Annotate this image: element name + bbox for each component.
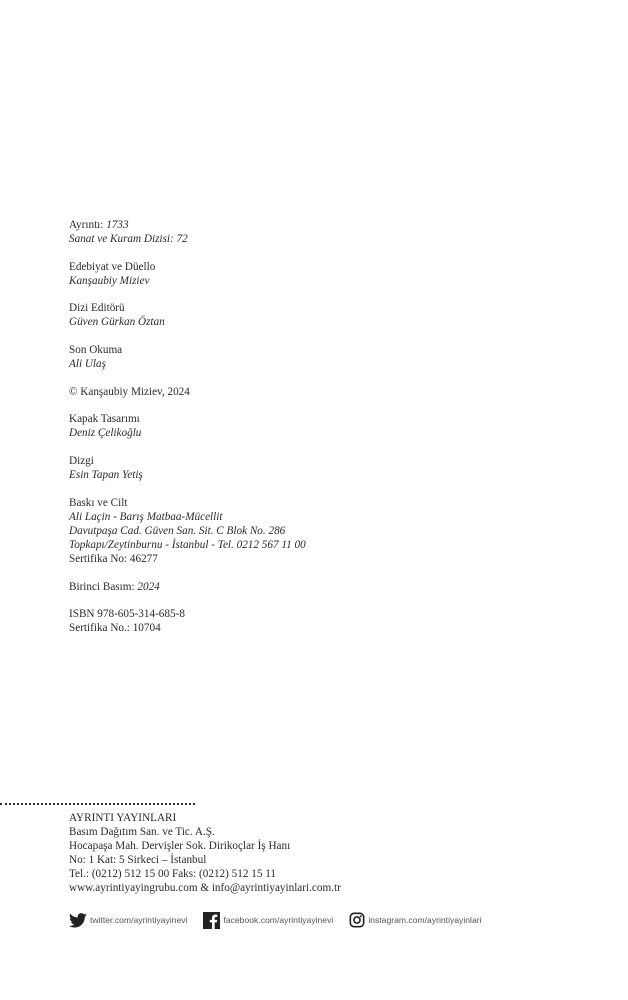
publisher-phone: Tel.: (0212) 512 15 00 Faks: (0212) 512 15 11 [69, 868, 276, 880]
colophon [69, 218, 489, 649]
editor-label: Dizi Editörü [69, 302, 125, 315]
isbn: ISBN 978-605-314-685-8 [69, 608, 185, 621]
edition-line [69, 580, 489, 594]
subseries: Sanat ve Kuram Dizisi: 72 [69, 233, 188, 245]
publisher-web: www.ayrintiyayingrubu.com & info@ayrintiyayinlari.com.tr [69, 882, 341, 894]
printing-address-1: Davutpaşa Cad. Güven San. Sit. C Blok No. 286 [69, 524, 286, 537]
book-title: Edebiyat ve Düello [69, 260, 156, 273]
publisher-company: Basım Dağıtım San. ve Tic. A.Ş. [69, 826, 215, 838]
editor-name: Güven Gürkan Öztan [69, 316, 165, 329]
certificate: Sertifika No.: 10704 [69, 622, 161, 635]
instagram-link[interactable] [349, 912, 481, 928]
typesetting-block [69, 454, 489, 482]
dotted-divider [0, 803, 195, 805]
proofreading-label: Son Okuma [69, 344, 123, 357]
publisher-name: AYRINTI YAYINLARI [69, 812, 177, 824]
twitter-icon [69, 913, 87, 928]
copyright: © Kanşaubiy Miziev, 2024 [69, 385, 190, 398]
edition-block [69, 580, 489, 594]
printing-company: Ali Laçin - Barış Matbaa-Mücellit [69, 510, 223, 523]
twitter-link[interactable] [69, 913, 187, 928]
publisher-info [69, 811, 489, 895]
cover-block [69, 412, 489, 440]
instagram-icon [349, 912, 365, 928]
series-number: 1733 [106, 219, 129, 231]
printing-address-2: Topkapı/Zeytinburnu - İstanbul - Tel. 0212 567 11 00 [69, 538, 306, 551]
book-block [69, 260, 489, 288]
printing-label: Baskı ve Cilt [69, 496, 128, 509]
series-block [69, 218, 489, 246]
typesetting-label: Dizgi [69, 455, 94, 468]
facebook-icon [203, 912, 220, 929]
editor-block [69, 301, 489, 329]
isbn-block [69, 607, 489, 635]
facebook-link[interactable] [203, 912, 333, 929]
series-line [69, 218, 489, 232]
twitter-text: twitter.com/ayrintiyayinevi [90, 915, 188, 925]
proofreading-name: Ali Ulaş [69, 358, 106, 371]
copyright-block [69, 385, 489, 399]
cover-name: Deniz Çelikoğlu [69, 427, 142, 440]
proofreading-block [69, 343, 489, 371]
facebook-text: facebook.com/ayrintiyayinevi [223, 915, 334, 925]
typesetting-name: Esin Tapan Yetiş [69, 469, 143, 482]
publisher-address-1: Hocapaşa Mah. Dervişler Sok. Dirikoçlar İş Hanı [69, 840, 291, 852]
printing-certificate: Sertifika No: 46277 [69, 552, 158, 565]
printing-block [69, 496, 489, 566]
book-author: Kanşaubiy Miziev [69, 274, 150, 287]
series-label: Ayrıntı: [69, 219, 107, 231]
social-links [69, 911, 498, 929]
instagram-text: instagram.com/ayrintiyayinlari [368, 915, 482, 925]
edition-year: 2024 [137, 580, 160, 593]
cover-label: Kapak Tasarımı [69, 413, 140, 426]
edition-label: Birinci Basım: [69, 580, 138, 593]
publisher-address-2: No: 1 Kat: 5 Sirkeci – İstanbul [69, 854, 207, 866]
